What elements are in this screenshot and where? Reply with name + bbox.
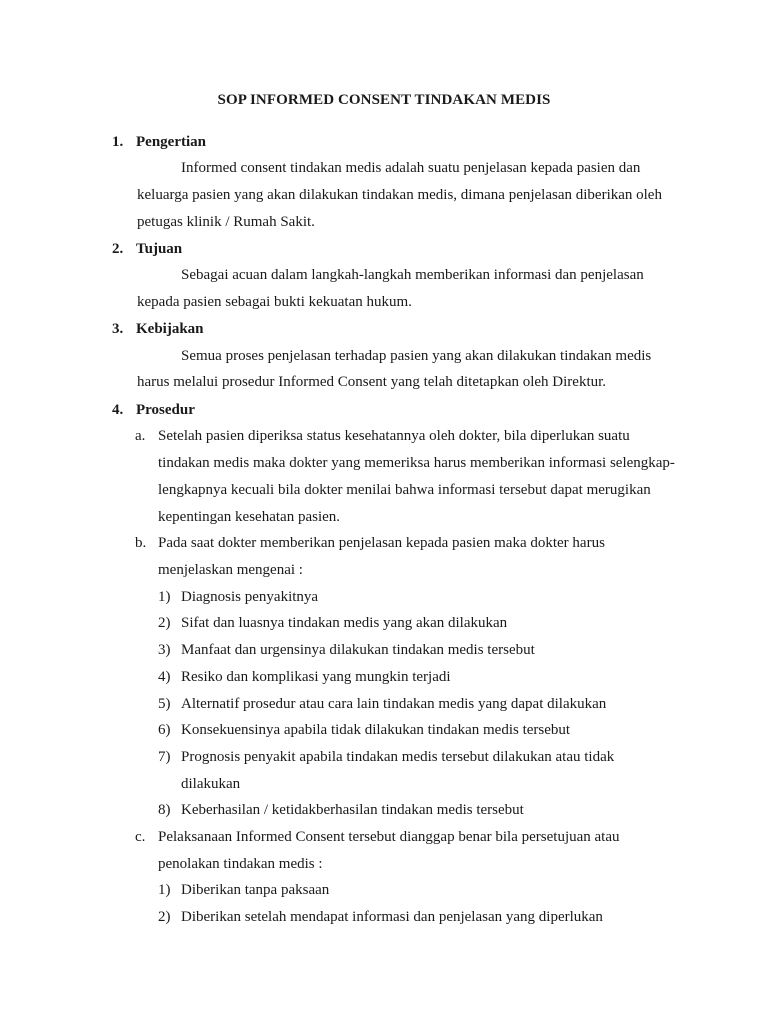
paragraph-line: lengkapnya kecuali bila dokter menilai bahwa informasi tersebut dapat merugikan <box>158 482 651 498</box>
section-heading-kebijakan <box>112 321 204 338</box>
paragraph-line: keluarga pasien yang akan dilakukan tindakan medis, dimana penjelasan diberikan oleh <box>137 187 662 203</box>
list-item-number: 1) <box>158 882 171 898</box>
section-title: Kebijakan <box>136 321 204 337</box>
section-title: Prosedur <box>136 402 195 418</box>
document-title: SOP INFORMED CONSENT TINDAKAN MEDIS <box>217 92 551 108</box>
sub-item-letter: c. <box>135 829 146 845</box>
section-heading-pengertian <box>112 134 206 151</box>
section-number: 4. <box>112 402 124 418</box>
paragraph-line: petugas klinik / Rumah Sakit. <box>137 214 315 230</box>
paragraph-line: penolakan tindakan medis : <box>158 856 323 872</box>
list-item-number: 8) <box>158 802 171 818</box>
list-item-number: 7) <box>158 749 171 765</box>
sub-item-letter: a. <box>135 428 146 444</box>
paragraph-line: Sebagai acuan dalam langkah-langkah memberikan informasi dan penjelasan <box>181 267 644 283</box>
list-item-text: Diberikan tanpa paksaan <box>181 882 330 898</box>
list-item-text: Manfaat dan urgensinya dilakukan tindakan medis tersebut <box>181 642 535 658</box>
section-title: Pengertian <box>136 134 206 150</box>
paragraph-line: tindakan medis maka dokter yang memeriksa harus memberikan informasi selengkap- <box>158 455 675 471</box>
section-title: Tujuan <box>136 241 183 257</box>
paragraph-line: menjelaskan mengenai : <box>158 562 303 578</box>
paragraph-line: Pelaksanaan Informed Consent tersebut dianggap benar bila persetujuan atau <box>158 829 620 845</box>
list-item-text: Konsekuensinya apabila tidak dilakukan tindakan medis tersebut <box>181 722 571 738</box>
list-item-number: 2) <box>158 615 171 631</box>
list-item-text: Sifat dan luasnya tindakan medis yang akan dilakukan <box>181 615 508 631</box>
paragraph-line: kepentingan kesehatan pasien. <box>158 509 341 525</box>
list-item-number: 1) <box>158 589 171 605</box>
paragraph-line: Setelah pasien diperiksa status kesehatannya oleh dokter, bila diperlukan suatu <box>158 428 630 444</box>
section-number: 1. <box>112 134 124 150</box>
paragraph-line: harus melalui prosedur Informed Consent yang telah ditetapkan oleh Direktur. <box>137 374 607 390</box>
list-item-number: 3) <box>158 642 171 658</box>
list-item-text: Alternatif prosedur atau cara lain tindakan medis yang dapat dilakukan <box>181 696 607 712</box>
paragraph-line: Semua proses penjelasan terhadap pasien yang akan dilakukan tindakan medis <box>181 348 652 364</box>
list-item-text: Keberhasilan / ketidakberhasilan tindakan medis tersebut <box>181 802 524 818</box>
list-item-text: Prognosis penyakit apabila tindakan medis tersebut dilakukan atau tidak <box>181 749 615 765</box>
list-item-number: 2) <box>158 909 171 925</box>
list-item-number: 4) <box>158 669 171 685</box>
section-heading-prosedur <box>112 402 195 419</box>
section-number: 3. <box>112 321 124 337</box>
list-item-text: dilakukan <box>181 776 241 792</box>
paragraph-line: Pada saat dokter memberikan penjelasan kepada pasien maka dokter harus <box>158 535 605 551</box>
section-number: 2. <box>112 241 124 257</box>
list-item-text: Diagnosis penyakitnya <box>181 589 319 605</box>
paragraph-line: kepada pasien sebagai bukti kekuatan hukum. <box>137 294 412 310</box>
sub-item-letter: b. <box>135 535 147 551</box>
section-heading-tujuan <box>112 241 182 258</box>
list-item-text: Resiko dan komplikasi yang mungkin terjadi <box>181 669 451 685</box>
list-item-text: Diberikan setelah mendapat informasi dan penjelasan yang diperlukan <box>181 909 603 925</box>
paragraph-line: Informed consent tindakan medis adalah suatu penjelasan kepada pasien dan <box>181 160 641 176</box>
list-item-number: 6) <box>158 722 171 738</box>
list-item-number: 5) <box>158 696 171 712</box>
